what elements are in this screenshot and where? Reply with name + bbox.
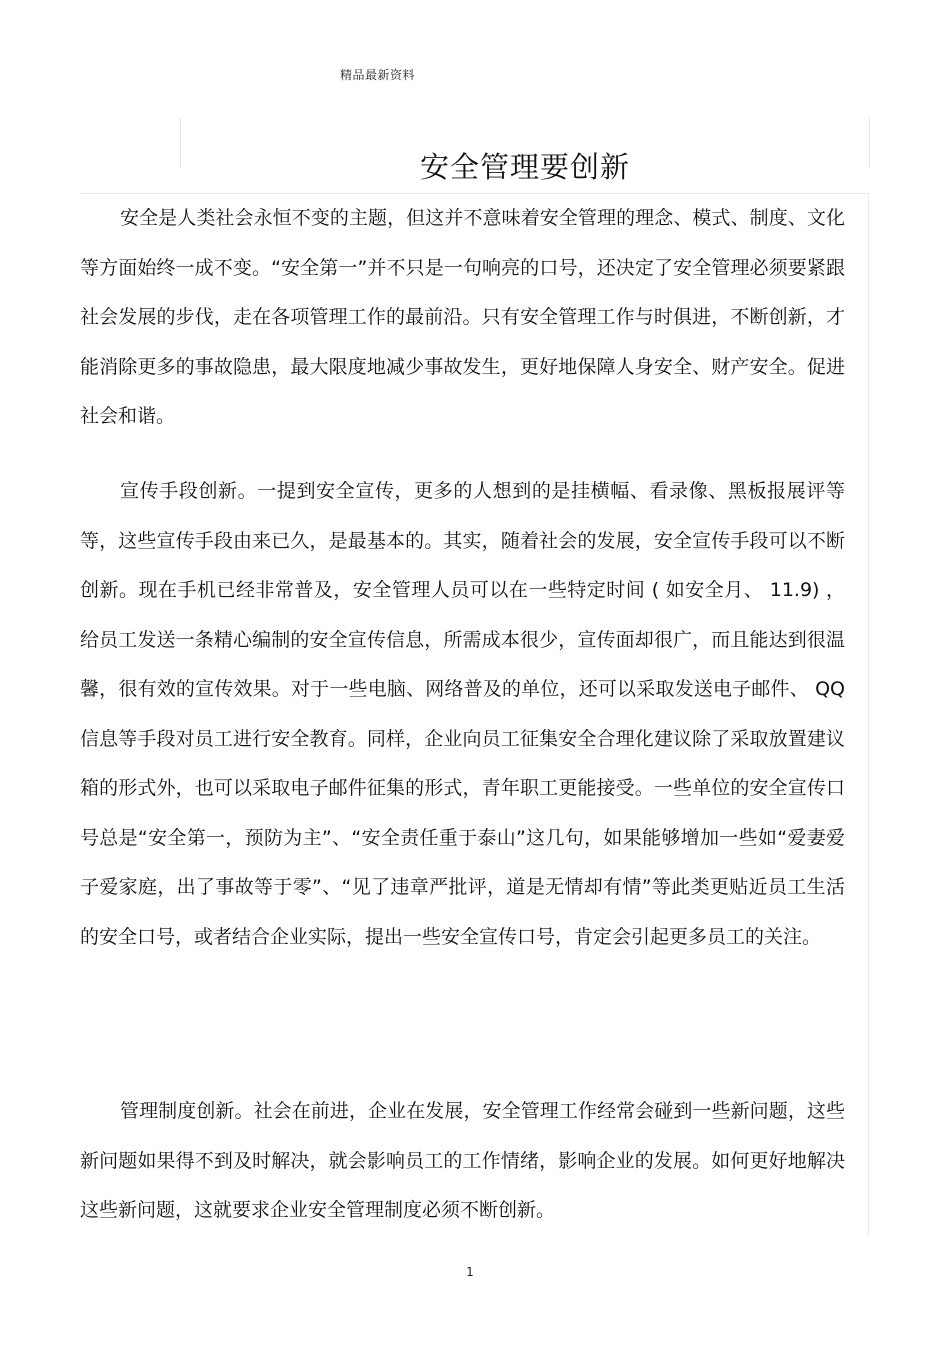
paragraph-management-system-innovation: 管理制度创新。社会在前进，企业在发展，安全管理工作经常会碰到一些新问题，这些新问题如果得不到及时解决，就会影响员工的工作情绪，影响企业的发展。如何更好地解决这些新问题，这就要求企业安全管理制度必须不断创新。 bbox=[80, 1100, 845, 1221]
paragraph-publicity-innovation: 宣传手段创新。一提到安全宣传，更多的人想到的是挂横幅、看录像、黑板报展评等等，这些宣传手段由来已久，是最基本的。其实，随着社会的发展，安全宣传手段可以不断创新。现在手机已经非常普及，安全管理人员可以在一些特定时间 ( 如安全月、 11.9) ，给员工发送一条精心编制的安全宣传信息，所需成本很少，宣传面却很广，而且能达到很温馨，很有效的宣传效果。对于一些电脑、网络普及的单位，还可以采取发送电子邮件、 QQ信息等手段对员工进行安全教育。同样，企业向员工征集安全合理化建议除了采取放置建议箱的形式外，也可以采取电子邮件征集的形式，青年职工更能接受。一些单位的安全宣传口号总是“安全第一，预防为主”、“安全责任重于泰山”这几句，如果能够增加一些如“爱妻爱子爱家庭，出了事故等于零”、“见了违章严批评，道是无情却有情”等此类更贴近员工生活的安全口号，或者结合企业实际，提出一些安全宣传口号，肯定会引起更多员工的关注。 bbox=[80, 480, 845, 948]
page-number: 1 bbox=[466, 1265, 474, 1279]
header-note: 精品最新资料 bbox=[340, 68, 416, 82]
document-title: 安全管理要创新 bbox=[419, 150, 630, 185]
title-frame bbox=[180, 118, 870, 185]
paragraph-intro: 安全是人类社会永恒不变的主题，但这并不意味着安全管理的理念、模式、制度、文化等方面始终一成不变。“安全第一”并不只是一句响亮的口号，还决定了安全管理必须要紧跟社会发展的步伐，走在各项管理工作的最前沿。只有安全管理工作与时俱进，不断创新，才能消除更多的事故隐患，最大限度地减少事故发生，更好地保障人身安全、财产安全。促进社会和谐。 bbox=[80, 207, 845, 427]
